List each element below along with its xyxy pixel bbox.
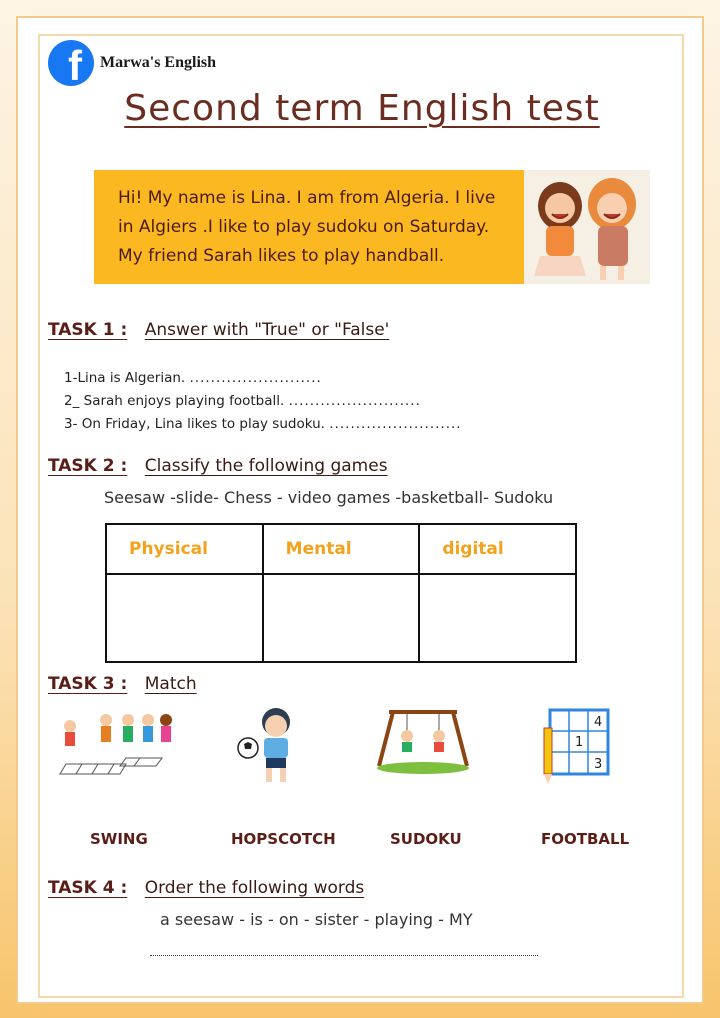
match-word-hopscotch[interactable]: HOPSCOTCH xyxy=(231,830,336,848)
mental-answer-cell[interactable] xyxy=(263,574,420,662)
task4-tag: TASK 4 : xyxy=(48,878,128,898)
task2-instruction: Classify the following games xyxy=(144,456,388,476)
task4-heading xyxy=(48,878,364,898)
games-list: Seesaw -slide- Chess - video games -basketball- Sudoku xyxy=(104,488,554,507)
brand xyxy=(48,40,216,86)
two-girls-illustration xyxy=(524,170,650,284)
task1-heading xyxy=(48,320,389,340)
task1-question-2 xyxy=(64,393,421,409)
boy-football-image[interactable] xyxy=(236,704,306,792)
task2-tag: TASK 2 : xyxy=(48,456,128,476)
question-text: 2_ Sarah enjoys playing football. xyxy=(64,393,285,409)
match-word-sudoku[interactable]: SUDOKU xyxy=(390,830,462,848)
answer-blank[interactable]: ......................... xyxy=(329,416,462,432)
match-word-swing[interactable]: SWING xyxy=(90,830,148,848)
task3-heading xyxy=(48,674,197,694)
task1-question-3 xyxy=(64,416,462,432)
column-digital: digital xyxy=(419,524,576,574)
task3-instruction: Match xyxy=(144,674,197,694)
reading-text: Hi! My name is Lina. I am from Algeria. I live in Algiers .I like to play sudoku on Saturday. My friend Sarah likes to play handball. xyxy=(118,188,496,266)
task4-instruction: Order the following words xyxy=(144,878,365,898)
task3-tag: TASK 3 : xyxy=(48,674,128,694)
brand-name: Marwa's English xyxy=(100,54,217,71)
children-swing-image[interactable] xyxy=(373,706,473,780)
column-mental: Mental xyxy=(263,524,420,574)
sudoku-digit-1: 1 xyxy=(575,735,584,750)
facebook-icon: f xyxy=(48,40,94,86)
task1-tag: TASK 1 : xyxy=(48,320,128,340)
answer-blank[interactable]: ......................... xyxy=(189,370,322,386)
worksheet-page xyxy=(16,16,704,1004)
answer-line[interactable] xyxy=(150,955,538,956)
task1-question-1 xyxy=(64,370,322,386)
digital-answer-cell[interactable] xyxy=(419,574,576,662)
scrambled-words: a seesaw - is - on - sister - playing - MY xyxy=(160,910,473,929)
column-physical: Physical xyxy=(106,524,263,574)
sudoku-grid-image[interactable] xyxy=(542,708,612,792)
answer-blank[interactable]: ......................... xyxy=(288,393,421,409)
physical-answer-cell[interactable] xyxy=(106,574,263,662)
match-word-football[interactable]: FOOTBALL xyxy=(541,830,630,848)
sudoku-digit-3: 3 xyxy=(594,757,603,772)
question-text: 3- On Friday, Lina likes to play sudoku. xyxy=(64,416,325,432)
task2-heading xyxy=(48,456,388,476)
reading-passage xyxy=(94,170,650,284)
page-title: Second term English test xyxy=(124,88,600,129)
task1-instruction: Answer with "True" or "False' xyxy=(144,320,390,340)
classification-table xyxy=(105,523,577,663)
sudoku-digit-4: 4 xyxy=(594,715,603,730)
children-hopscotch-image[interactable] xyxy=(56,708,174,784)
question-text: 1-Lina is Algerian. xyxy=(64,370,186,386)
